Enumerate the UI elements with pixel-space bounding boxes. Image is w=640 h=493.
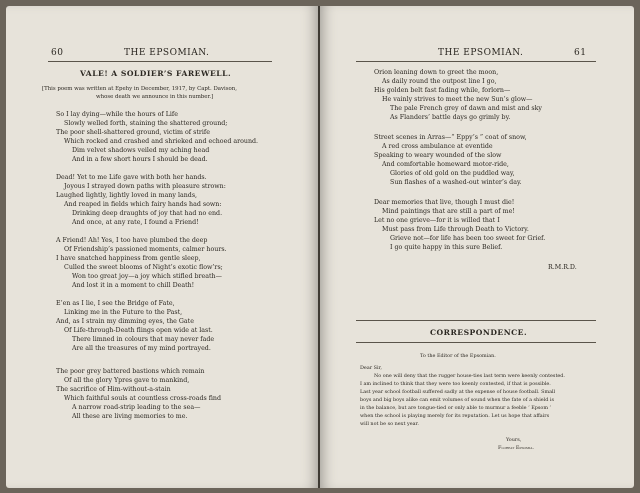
poem-line: Linking me in the Future to the Past,: [64, 309, 183, 316]
poem-line: Sun flashes of a washed-out winter’s day.: [390, 179, 522, 186]
header-rule-right: [356, 61, 596, 62]
running-head-left: THE EPSOMIAN.: [124, 48, 210, 58]
poem-line: Dim velvet shadows veiled my aching head: [72, 147, 210, 154]
poem-line: Of Life-through-Death flings open wide at last.: [64, 327, 213, 334]
poem-line: Dead! Yet to me Life gave with both her hands.: [56, 174, 207, 181]
letter-sender: Floreat Epsomia.: [498, 445, 534, 451]
poem-line: Culled the sweet blooms of Night’s exotic flow’rs;: [64, 264, 223, 271]
running-head-right: THE EPSOMIAN.: [438, 48, 524, 58]
poem-line: The poor grey battered bastions which remain: [56, 368, 205, 375]
poem-line: Dear memories that live, though I must die!: [374, 199, 515, 206]
poem-line: And, as I strain my dimming eyes, the Gate: [56, 318, 194, 325]
poem-title: VALE! A SOLDIER’S FAREWELL.: [80, 69, 232, 78]
poem-line: Slowly welled forth, staining the shattered ground;: [64, 120, 228, 127]
poem-line: Laughed lightly, lightly loved in many lands,: [56, 192, 198, 199]
poem-line: A narrow road-strip leading to the sea—: [72, 404, 201, 411]
poem-line: Speaking to weary wounded of the slow: [374, 152, 502, 159]
poem-line: Of all the glory Ypres gave to mankind,: [64, 377, 190, 384]
header-rule-left: [48, 61, 272, 62]
poem-signature: R.M.R.D.: [548, 264, 577, 271]
left-page: [6, 6, 318, 488]
poem-line: Won too great joy—a joy which stifled breath—: [72, 273, 222, 280]
poem-line: I go quite happy in this sure Belief.: [390, 244, 503, 251]
correspondence-title: CORRESPONDENCE.: [430, 328, 528, 337]
letter-body-line: in the balance, but are tongue-tied or only able to murmur a feeble ‘ Epsom ’: [360, 405, 552, 411]
poem-line: And comfortable homeward motor-ride,: [382, 161, 509, 168]
poem-line: So I lay dying—while the hours of Life: [56, 111, 178, 118]
poem-line: Drinking deep draughts of joy that had no end.: [72, 210, 223, 217]
letter-closing: Yours,: [506, 437, 522, 443]
page-number-left: 60: [51, 48, 64, 58]
poem-line: All these are living memories to me.: [72, 413, 188, 420]
poem-line: Street scenes in Arras—“ Eppy’s ” coat of snow,: [374, 134, 527, 141]
poem-line: Which rocked and crashed and shrieked and echoed around.: [64, 138, 259, 145]
section-rule-bottom: [356, 342, 596, 343]
poem-line: A red cross ambulance at eventide: [382, 143, 493, 150]
poem-note-line: [This poem was written at Epehy in December, 1917, by Capt. Davison,: [42, 86, 237, 92]
poem-line: Orion leaning down to greet the moon,: [374, 69, 499, 76]
poem-line: As Flanders’ battle days go grimly by.: [390, 114, 511, 121]
poem-line: There limned in colours that may never fade: [72, 336, 215, 343]
section-rule-top: [356, 320, 596, 321]
poem-line: Mind paintings that are still a part of me!: [382, 208, 515, 215]
poem-line: The pale French grey of dawn and mist and sky: [390, 105, 542, 112]
poem-line: He vainly strives to meet the new Sun’s glow—: [382, 96, 533, 103]
letter-salutation: Dear Sir,: [360, 365, 382, 371]
poem-line: A Friend! Ah! Yes, I too have plumbed the deep: [56, 237, 208, 244]
letter-body-line: when the school is playing merely for its reputation. Let us hope that affairs: [360, 413, 550, 419]
poem-line: Which faithful souls at countless cross-roads find: [64, 395, 222, 402]
letter-body-line: No one will deny that the rugger house-ties last term were keenly contested.: [374, 373, 565, 379]
poem-line: Grieve not—for life has been too sweet for Grief.: [390, 235, 546, 242]
page-number-right: 61: [574, 48, 587, 58]
poem-line: Joyous I strayed down paths with pleasure strown:: [64, 183, 226, 190]
right-page: [320, 6, 634, 488]
poem-line: Are all the treasures of my mind portrayed.: [72, 345, 211, 352]
poem-line: Must pass from Life through Death to Victory.: [382, 226, 529, 233]
poem-line: And in a few short hours I should be dead.: [72, 156, 208, 163]
poem-line: And once, at any rate, I found a Friend!: [72, 219, 199, 226]
poem-line: I have snatched happiness from gentle sleep,: [56, 255, 201, 262]
poem-line: The poor shell-shattered ground, victim of strife: [56, 129, 210, 136]
letter-body-line: boys and big boys alike can emit volumes of sound when the fate of a shield is: [360, 397, 554, 403]
poem-line: Of Friendship’s passioned moments, calmer hours.: [64, 246, 227, 253]
poem-line: Let no one grieve—for it is willed that I: [374, 217, 500, 224]
poem-line: The sacrifice of Him-without-a-stain: [56, 386, 171, 393]
letter-body-line: I am inclined to think that they were too keenly contested, if that is possible.: [360, 381, 551, 387]
poem-line: E’en as I lie, I see the Bridge of Fate,: [56, 300, 175, 307]
poem-line: And reaped in fields which fairy hands had sown:: [64, 201, 222, 208]
poem-line: Glories of old gold on the puddled way,: [390, 170, 515, 177]
letter-body-line: will not be so next year.: [360, 421, 419, 427]
letter-body-line: Last year school football suffered sadly at the expense of house football. Small: [360, 389, 556, 395]
poem-line: As daily round the outpost line I go,: [382, 78, 497, 85]
poem-note-line: whose death we announce in this number.]: [96, 94, 214, 100]
poem-line: His golden belt fast fading while, forlorn—: [374, 87, 511, 94]
poem-line: And lost it in a moment to chill Death!: [72, 282, 195, 289]
letter-addressee: To the Editor of the Epsomian.: [420, 353, 496, 359]
